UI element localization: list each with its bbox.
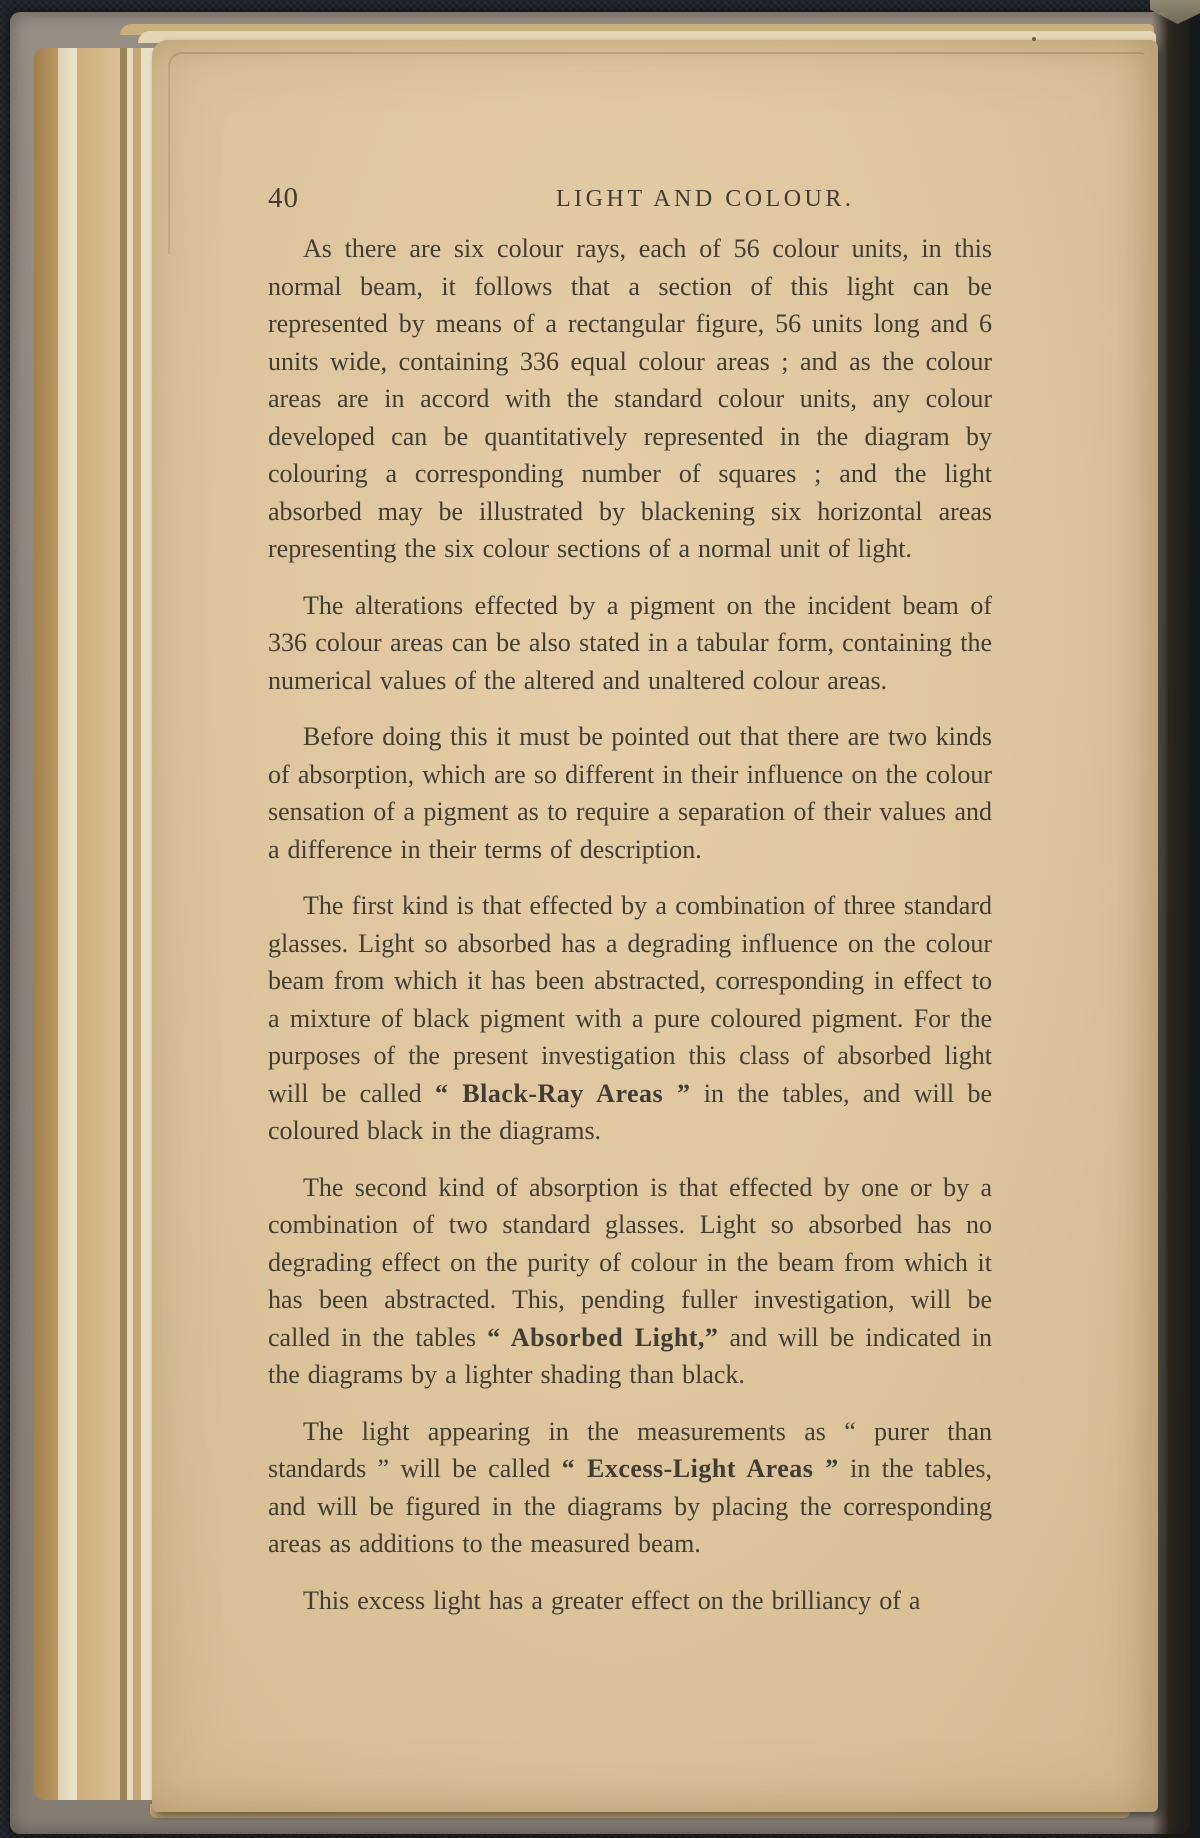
running-head (268, 168, 992, 230)
paper-speck (1032, 37, 1036, 41)
bold-term: “ Black-Ray Areas ” (434, 1078, 691, 1108)
text-segment: in the tables, and will be coloured black in the diagrams. (268, 1078, 992, 1145)
paragraph (268, 587, 992, 700)
text-segment: This excess light has a greater effect on the brilliancy of a (303, 1585, 921, 1615)
text-segment: The light appearing in the measurements as “ purer than standards ” will be called (268, 1416, 992, 1483)
page-number: 40 (268, 182, 299, 214)
bold-term: “ Excess-Light Areas ” (561, 1454, 839, 1483)
text-segment: Before doing this it must be pointed out that there are two kinds of absorption, which are so different in their influence on the colour sensation of a pigment as to require a separation of their values and a difference in their terms of description. (268, 722, 992, 864)
page-edge-stack (77, 48, 120, 1800)
text-segment: As there are six colour rays, each of 56 colour units, in this normal beam, it follows that a section of this light can be represented by means of a rectangular figure, 56 units long and 6 units wide, containing 336 equal colour areas ; and as the colour areas are in accord with the standard colour units, any colour developed can be quantitatively represented in the diagram by colouring a corresponding number of squares ; and the light absorbed may be illustrated by blackening six horizontal areas representing the six colour sections of a normal unit of light. (268, 234, 992, 563)
text-segment: in the tables, and will be figured in the diagrams by placing the corresponding areas as additions to the measured beam. (268, 1454, 993, 1558)
paragraph (268, 718, 992, 868)
page-text (268, 230, 992, 1619)
type-area (268, 168, 992, 1638)
paragraph (268, 1582, 992, 1620)
bold-term: “ Absorbed Light,” (487, 1322, 719, 1352)
paragraph (268, 230, 992, 568)
page-edge-stack (34, 48, 58, 1800)
page-edge-stack (58, 48, 77, 1800)
text-segment: The alterations effected by a pigment on the incident beam of 336 colour areas can be also stated in a tabular form, containing the numerical values of the altered and unaltered colour areas. (268, 590, 992, 695)
text-segment: The second kind of absorption is that effected by one or by a combination of two standard glasses. Light so absorbed has no degrading effect on the purity of colour in the beam from which it has been abstracted. This, pending fuller investigation, will be called in the tables (268, 1172, 992, 1352)
right-gutter-shadow (1152, 0, 1200, 1838)
paragraph (268, 887, 992, 1150)
page-edge-stack (120, 48, 127, 1800)
page-edge-stack (133, 48, 141, 1800)
paragraph (268, 1169, 992, 1394)
text-segment: and will be indicated in the diagrams by a lighter shading than black. (268, 1322, 992, 1389)
paragraph (268, 1413, 992, 1563)
running-title: LIGHT AND COLOUR. (556, 186, 855, 212)
text-segment: The first kind is that effected by a combination of three standard glasses. Light so absorbed has a degrading influence on the colour beam from which it has been abstracted, corresponding in effect to a mixture of black pigment with a pure coloured pigment. For the purposes of the present investigation this class of absorbed light will be called (268, 891, 992, 1108)
